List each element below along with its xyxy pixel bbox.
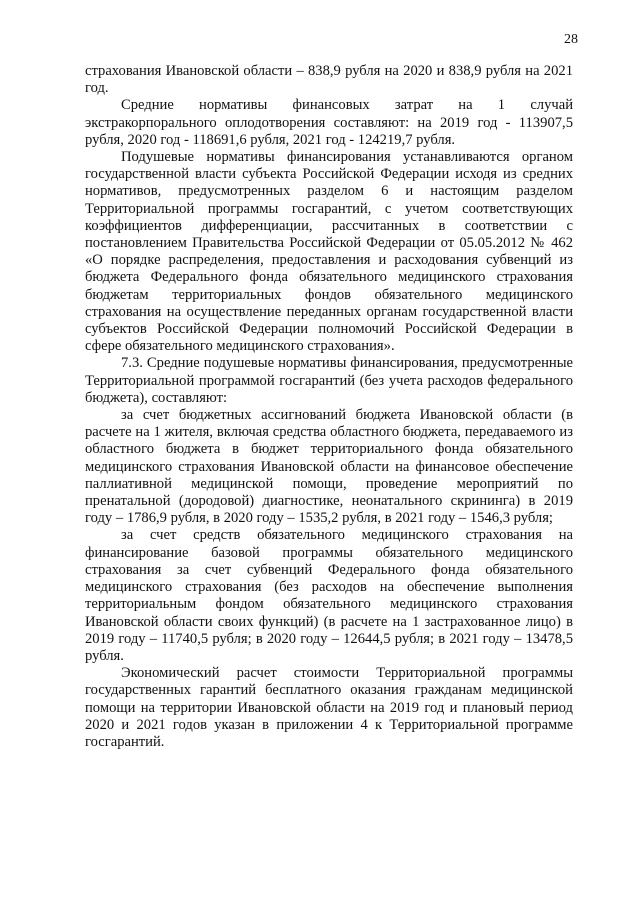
paragraph-ivf-costs: Средние нормативы финансовых затрат на 1 случай экстракорпорального оплодотворения составляют: на 2019 год - 113907,5 рубля, 2020 год - 118691,6 рубля, 2021 год - 124219,7 рубля. bbox=[85, 97, 573, 148]
document-body bbox=[85, 63, 573, 751]
paragraph-regional-budget: за счет бюджетных ассигнований бюджета Ивановской области (в расчете на 1 жителя, включая средства областного бюджета, передаваемого из областного бюджета в бюджет территориального фонда обязательного медицинского страхования Ивановской области на финансовое обеспечение паллиативной медицинской помощи, проведение мероприятий по пренатальной (дородовой) диагностике, неонатального скрининга) в 2019 году – 1786,9 рубля, в 2020 году – 1535,2 рубля, в 2021 году – 1546,3 рубля; bbox=[85, 407, 573, 527]
paragraph-ivf-continuation: страхования Ивановской области – 838,9 рубля на 2020 и 838,9 рубля на 2021 год. bbox=[85, 63, 573, 97]
paragraph-per-capita-norms: Подушевые нормативы финансирования устанавливаются органом государственной власти субъекта Российской Федерации исходя из средних нормативов, предусмотренных разделом 6 и настоящим разделом Территориальной программы госгарантий, с учетом соответствующих коэффициентов дифференциации, рассчитанных в соответствии с постановлением Правительства Российской Федерации от 05.05.2012 № 462 «О порядке распределения, предоставления и расходования субвенций из бюджета Федерального фонда обязательного медицинского страхования бюджетам территориальных фондов обязательного медицинского страхования на осуществление переданных органам государственной власти субъектов Российской Федерации полномочий Российской Федерации в сфере обязательного медицинского страхования». bbox=[85, 149, 573, 355]
paragraph-economic-calculation: Экономический расчет стоимости Территориальной программы государственных гарантий бесплатного оказания гражданам медицинской помощи на территории Ивановской области на 2019 год и плановый период 2020 и 2021 годов указан в приложении 4 к Территориальной программе госгарантий. bbox=[85, 665, 573, 750]
page-number: 28 bbox=[564, 32, 578, 47]
paragraph-oms-funds: за счет средств обязательного медицинского страхования на финансирование базовой программы обязательного медицинского страхования за счет субвенций Федерального фонда обязательного медицинского страхования (без расходов на обеспечение выполнения территориальным фондом обязательного медицинского страхования Ивановской области своих функций) (в расчете на 1 застрахованное лицо) в 2019 году – 11740,5 рубля; в 2020 году – 12644,5 рубля; в 2021 году – 13478,5 рубля. bbox=[85, 527, 573, 664]
paragraph-section-7-3: 7.3. Средние подушевые нормативы финансирования, предусмотренные Территориальной программой госгарантий (без учета расходов федерального бюджета), составляют: bbox=[85, 355, 573, 406]
